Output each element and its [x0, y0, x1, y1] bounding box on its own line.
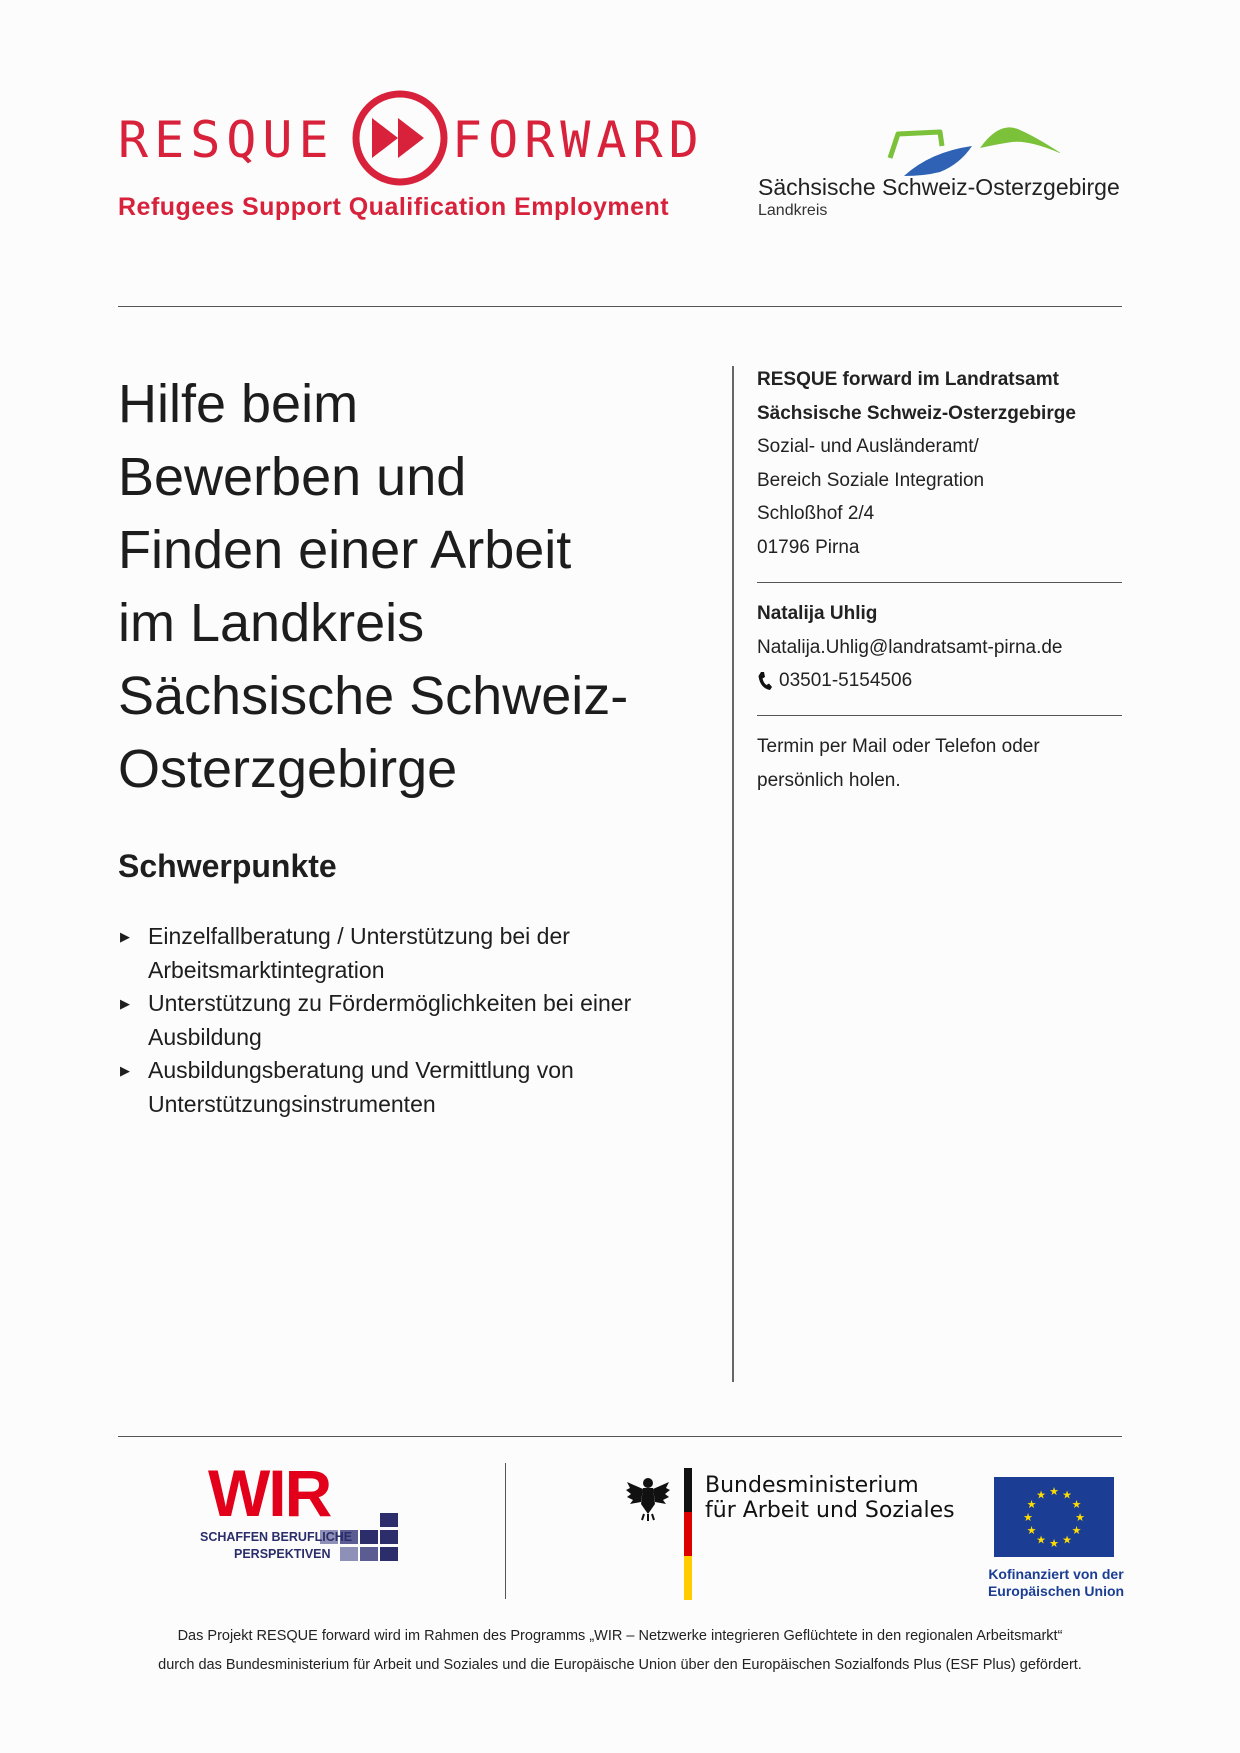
eu-star: ★	[1071, 1525, 1082, 1537]
ministry-name	[705, 1473, 955, 1523]
office-name: RESQUE forward im Landratsamt	[757, 369, 1059, 390]
eu-star: ★	[1062, 1489, 1072, 1502]
title-line: Bewerben und	[118, 447, 467, 507]
eu-star: ★	[1026, 1525, 1037, 1537]
phone-row[interactable]	[757, 664, 1062, 698]
eu-star: ★	[1071, 1499, 1082, 1511]
eu-caption	[976, 1566, 1136, 1600]
phone-number[interactable]: 03501-5154506	[779, 670, 913, 691]
funding-notice	[60, 1622, 1180, 1680]
street: Schloßhof 2/4	[757, 503, 875, 524]
fast-forward-icon	[350, 88, 450, 188]
federal-eagle-icon	[624, 1474, 672, 1522]
note-line: persönlich holen.	[757, 769, 901, 791]
wir-word: WIR	[208, 1456, 331, 1530]
title-line: Hilfe beim	[118, 374, 359, 434]
list-item-text: ▶ Unterstützung zu Fördermöglichkeiten bei einer	[148, 990, 632, 1016]
brand-word-forward: FORWARD	[452, 111, 705, 169]
email-link[interactable]: Natalija.Uhlig@landratsamt-pirna.de	[757, 636, 1063, 658]
wir-slogan-line1: SCHAFFEN BERUFLICHE	[200, 1530, 353, 1544]
list-item	[118, 920, 678, 987]
note-line: Termin per Mail oder Telefon oder	[757, 736, 1040, 757]
list-item-text: Arbeitsmarktintegration	[148, 956, 385, 983]
eu-stars	[994, 1477, 1114, 1557]
focus-list	[118, 920, 678, 1121]
eu-caption-line: Kofinanziert von der	[988, 1566, 1124, 1582]
city: 01796 Pirna	[757, 536, 860, 558]
eu-star: ★	[1075, 1512, 1085, 1524]
phone-icon	[757, 671, 773, 691]
wir-logo	[200, 1456, 410, 1565]
eu-flag-icon	[994, 1477, 1114, 1557]
district-name: Sächsische Schweiz-Osterzgebirge	[758, 174, 1120, 200]
ministry-line: für Arbeit und Soziales	[705, 1498, 955, 1523]
eu-star: ★	[1026, 1499, 1037, 1511]
list-item-text: Ausbildung	[148, 1023, 262, 1050]
eu-star: ★	[1023, 1512, 1033, 1524]
list-item-text: ▶ Einzelfallberatung / Unterstützung bei der	[148, 923, 570, 949]
list-item	[118, 1054, 678, 1121]
brand-tagline: Refugees Support Qualification Employment	[118, 193, 670, 221]
list-item-text: Unterstützungsinstrumenten	[148, 1090, 436, 1117]
header-divider	[118, 306, 1122, 307]
ministry-line: Bundesministerium	[705, 1473, 919, 1498]
office-district: Sächsische Schweiz-Osterzgebirge	[757, 402, 1076, 424]
brand-word-resque: RESQUE	[118, 111, 335, 169]
contact-person	[757, 597, 1062, 698]
page-title	[118, 368, 678, 806]
title-line: Sächsische Schweiz-	[118, 666, 629, 726]
column-divider	[732, 366, 734, 1382]
eu-star: ★	[1036, 1489, 1046, 1502]
eu-star: ★	[1036, 1534, 1046, 1547]
list-item	[118, 987, 678, 1054]
office-address	[757, 363, 1076, 564]
footer-logo-divider	[505, 1463, 506, 1599]
person-name: Natalija Uhlig	[757, 603, 878, 624]
german-flag-bar	[684, 1468, 692, 1600]
contact-divider	[757, 715, 1122, 716]
footer-divider	[118, 1436, 1122, 1437]
title-line: im Landkreis	[118, 593, 425, 653]
eu-star: ★	[1049, 1486, 1059, 1498]
appointment-note	[757, 730, 1087, 797]
funding-line: Das Projekt RESQUE forward wird im Rahmen des Programms „WIR – Netzwerke integrieren Geflüchtete in den regionalen Arbeitsmarkt“	[177, 1628, 1063, 1644]
eu-caption-line: Europäischen Union	[987, 1583, 1125, 1599]
contact-divider	[757, 582, 1122, 583]
district-hills-logo	[880, 120, 1060, 180]
eu-star: ★	[1062, 1534, 1072, 1547]
title-line: Finden einer Arbeit	[118, 520, 572, 580]
list-item-text: ▶ Ausbildungsberatung und Vermittlung von	[148, 1057, 574, 1083]
office-department: Sozial- und Ausländeramt/	[757, 436, 979, 457]
district-sublabel: Landkreis	[758, 202, 828, 219]
eu-star: ★	[1049, 1538, 1059, 1550]
office-division: Bereich Soziale Integration	[757, 469, 985, 491]
wir-slogan-line2: PERSPEKTIVEN	[234, 1547, 331, 1561]
focus-heading: Schwerpunkte	[118, 848, 337, 884]
funding-line: durch das Bundesministerium für Arbeit und Soziales und die Europäische Union über den Europäischen Sozialfonds Plus (ESF Plus) gefördert.	[158, 1657, 1082, 1673]
title-line: Osterzgebirge	[118, 739, 458, 799]
